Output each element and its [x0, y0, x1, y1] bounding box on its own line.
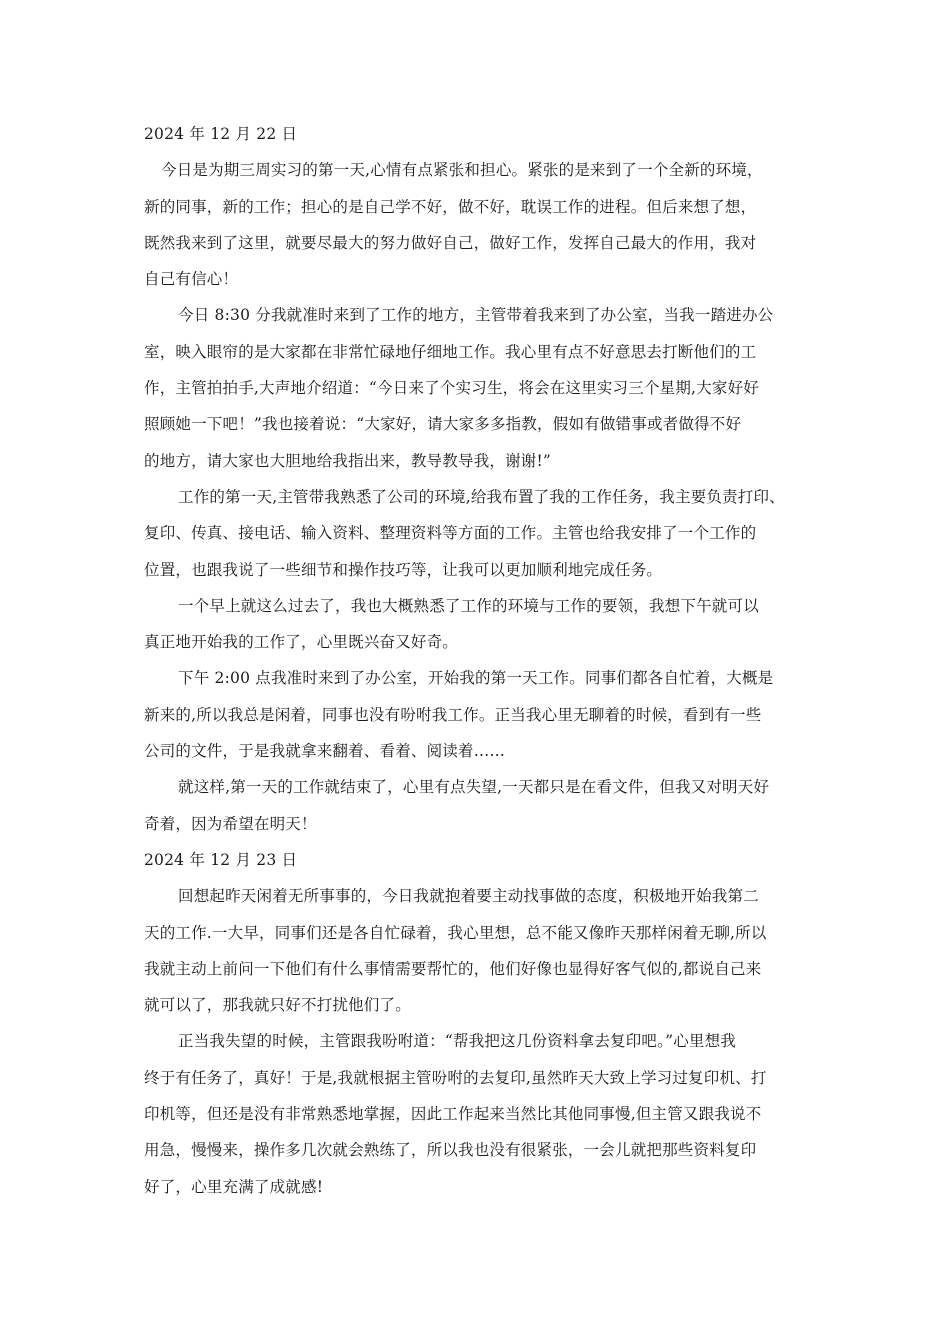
- text-line: 复印、传真、接电话、输入资料、整理资料等方面的工作。主管也给我安排了一个工作的: [144, 524, 757, 543]
- text-line: 的地方，请大家也大胆地给我指出来，教导教导我，谢谢!”: [144, 451, 552, 470]
- text-line: 公司的文件，于是我就拿来翻着、看着、阅读着……: [144, 742, 506, 761]
- date-heading: 2024 年 12 月 22 日: [144, 125, 298, 143]
- text-line: 就可以了，那我就只好不打扰他们了。: [144, 996, 411, 1015]
- text-line: 印机等，但还是没有非常熟悉地掌握，因此工作起来当然比其他同事慢,但主管又跟我说不: [144, 1105, 762, 1124]
- text-line: 好了，心里充满了成就感!: [144, 1177, 324, 1196]
- text-line: 自己有信心！: [144, 270, 239, 289]
- text-line: 新的同事，新的工作；担心的是自己学不好，做不好，耽误工作的进程。但后来想了想，: [144, 197, 757, 216]
- text-line: 我就主动上前问一下他们有什么事情需要帮忙的，他们好像也显得好客气似的,都说自己来: [144, 959, 762, 978]
- text-line: 作，主管拍拍手,大声地介绍道：“今日来了个实习生，将会在这里实习三个星期,大家好好: [144, 379, 759, 398]
- text-line: 回想起昨天闲着无所事事的，今日我就抱着要主动找事做的态度，积极地开始我第二: [178, 887, 759, 906]
- text-line: 新来的,所以我总是闲着，同事也没有吩咐我工作。正当我心里无聊着的时候，看到有一些: [144, 705, 762, 724]
- text-line: 一个早上就这么过去了，我也大概熟悉了工作的环境与工作的要领，我想下午就可以: [178, 596, 759, 615]
- document-page: [144, 116, 809, 1205]
- text-line: 真正地开始我的工作了，心里既兴奋又好奇。: [144, 633, 459, 652]
- text-line: 今日是为期三周实习的第一天,心情有点紧张和担心。紧张的是来到了一个全新的环境，: [161, 161, 763, 180]
- date-heading: 2024 年 12 月 23 日: [144, 850, 298, 869]
- text-line: 用急，慢慢来，操作多几次就会熟练了，所以我也没有很紧张，一会儿就把那些资料复印: [144, 1141, 757, 1160]
- text-line: 既然我来到了这里，就要尽最大的努力做好自己，做好工作，发挥自己最大的作用，我对: [144, 233, 757, 252]
- text-line: 就这样,第一天的工作就结束了，心里有点失望,一天都只是在看文件，但我又对明天好: [178, 778, 770, 797]
- text-line: 今日 8:30 分我就准时来到了工作的地方，主管带着我来到了办公室，当我一踏进办公: [178, 306, 774, 325]
- text-line: 位置，也跟我说了一些细节和操作技巧等，让我可以更加顺利地完成任务。: [144, 560, 663, 579]
- text-line: 正当我失望的时候，主管跟我吩咐道：“帮我把这几份资料拿去复印吧。”心里想我: [178, 1032, 737, 1051]
- text-line: 室，映入眼帘的是大家都在非常忙碌地仔细地工作。我心里有点不好意思去打断他们的工: [144, 342, 757, 361]
- text-line: 终于有任务了，真好！于是,我就根据主管吩咐的去复印,虽然昨天大致上学习过复印机、打: [144, 1068, 767, 1087]
- text-line: 奇着，因为希望在明天！: [144, 814, 317, 833]
- text-line: 下午 2:00 点我准时来到了办公室，开始我的第一天工作。同事们都各自忙着，大概是: [178, 669, 774, 688]
- text-line: 照顾她一下吧！”我也接着说：“大家好，请大家多多指教，假如有做错事或者做得不好: [144, 415, 742, 434]
- text-line: 天的工作.一大早，同事们还是各自忙碌着，我心里想，总不能又像昨天那样闲着无聊,所以: [144, 923, 767, 942]
- text-line: 工作的第一天,主管带我熟悉了公司的环境,给我布置了我的工作任务，我主要负责打印、: [178, 487, 785, 506]
